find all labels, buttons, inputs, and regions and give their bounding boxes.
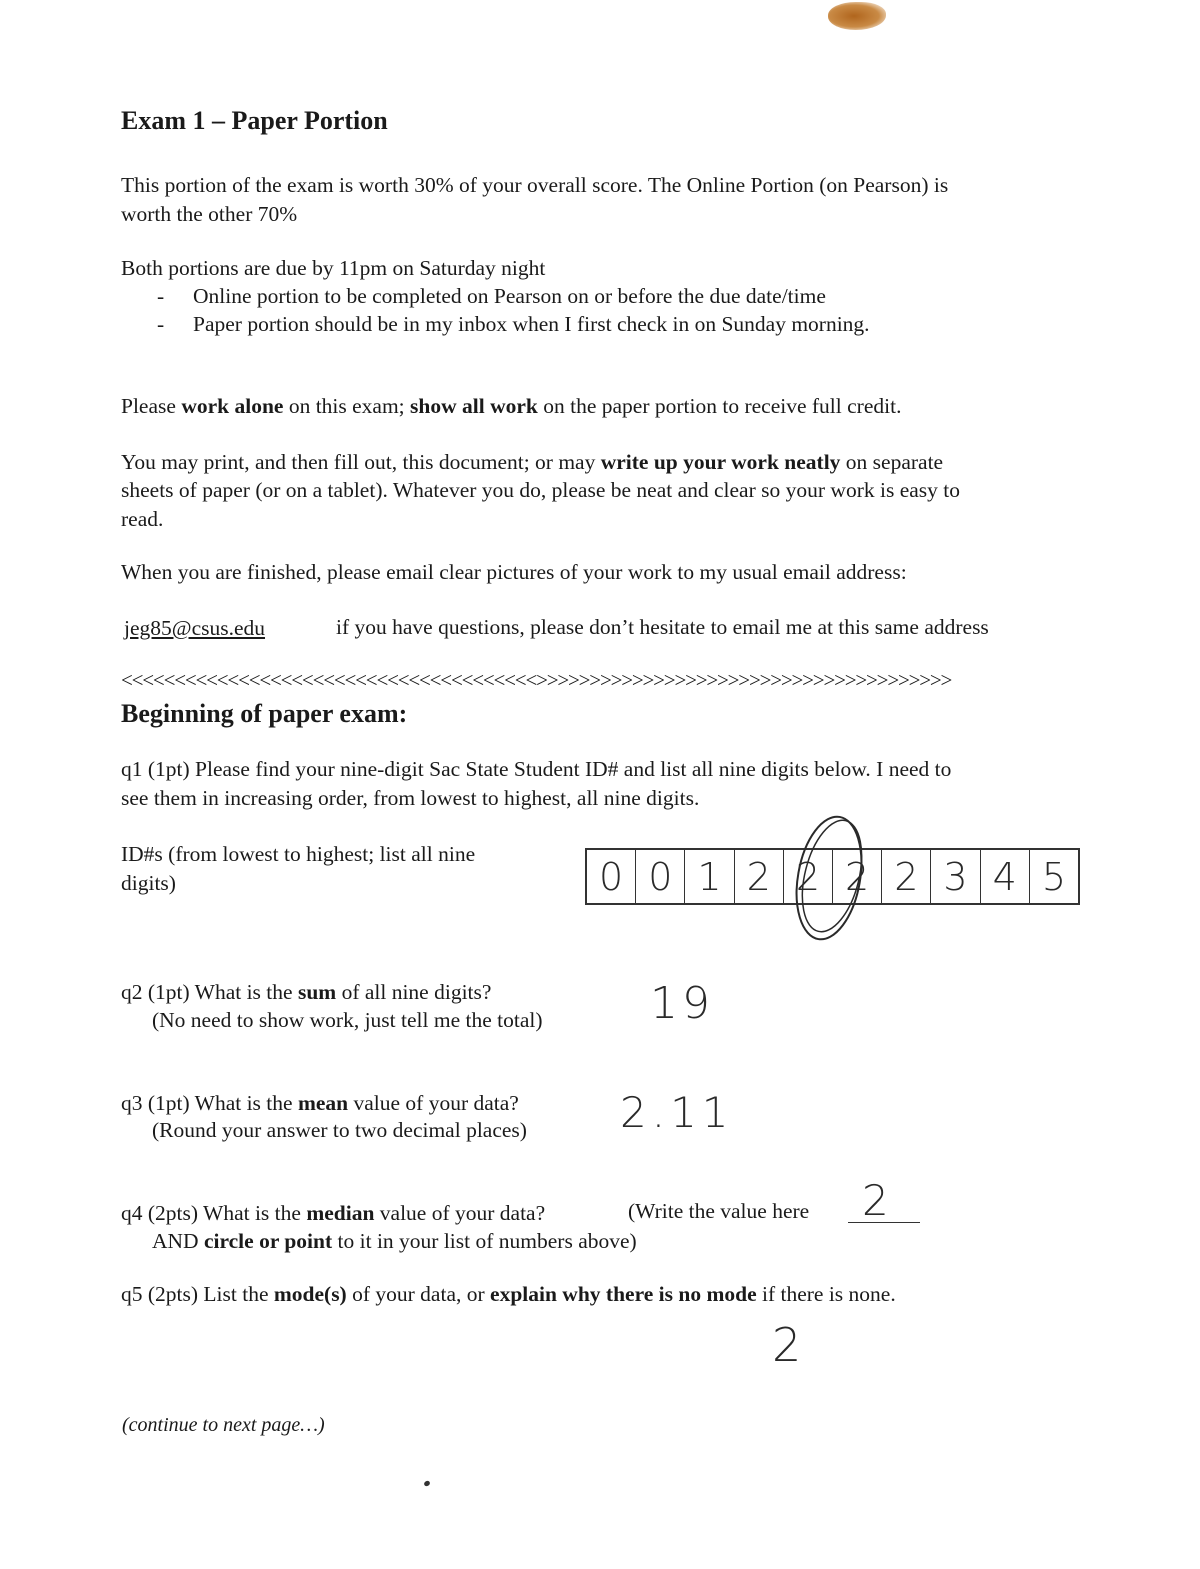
digit-cell[interactable]: 2 xyxy=(833,850,882,903)
digit-cell[interactable]: 3 xyxy=(931,850,980,903)
text-fragment: q3 (1pt) What is the xyxy=(121,1091,298,1115)
q3-handwritten-answer[interactable]: 2.11 xyxy=(620,1088,734,1137)
q4-prompt-line-2 xyxy=(152,1227,637,1255)
work-alone-bold: work alone xyxy=(181,394,284,418)
show-all-work-bold: show all work xyxy=(410,394,538,418)
divider: <<<<<<<<<<<<<<<<<<<<<<<<<<<<<<<<<<<<<<<>>>>>>>>>>>>>>>>>>>>>>>>>>>>>>>>>>>>>>> xyxy=(121,668,952,692)
mode-bold: mode(s) xyxy=(273,1282,347,1306)
bullet-dash: - xyxy=(157,312,165,336)
text-fragment: to it in your list of numbers above) xyxy=(332,1229,637,1253)
print-instruction-line-3: read. xyxy=(121,507,164,531)
intro-line-2: worth the other 70% xyxy=(121,202,298,226)
text-fragment: on the paper portion to receive full credit. xyxy=(537,394,902,418)
q2-prompt-line-1 xyxy=(121,978,491,1006)
bullet-paper-text: Paper portion should be in my inbox when I first check in on Sunday morning. xyxy=(193,312,870,336)
page-title: Exam 1 – Paper Portion xyxy=(121,106,388,135)
text-fragment: of your data, or xyxy=(346,1282,491,1306)
pen-mark xyxy=(423,1480,431,1487)
text-fragment: if there is none. xyxy=(756,1282,896,1306)
text-fragment: on this exam; xyxy=(283,394,411,418)
q1-prompt-line-2: see them in increasing order, from lowest to highest, all nine digits. xyxy=(121,786,700,810)
q5-prompt xyxy=(121,1280,896,1308)
q3-prompt-line-1 xyxy=(121,1089,519,1117)
digit-cell[interactable]: 4 xyxy=(981,850,1030,903)
print-instruction-line-2: sheets of paper (or on a tablet). Whatever you do, please be neat and clear so your work is easy to xyxy=(121,478,960,502)
digit-cell[interactable]: 5 xyxy=(1041,854,1067,899)
id-digits-grid[interactable] xyxy=(585,848,1080,905)
q2-handwritten-answer[interactable]: 19 xyxy=(650,978,714,1029)
coffee-stain xyxy=(828,2,886,30)
q3-prompt-line-2: (Round your answer to two decimal places) xyxy=(152,1118,527,1142)
print-instruction-line-1 xyxy=(121,448,943,476)
intro-line-1: This portion of the exam is worth 30% of your overall score. The Online Portion (on Pearson) is xyxy=(121,173,949,197)
q4-handwritten-answer[interactable]: 2 xyxy=(862,1176,889,1225)
q4-prompt-line-1 xyxy=(121,1199,545,1227)
due-line: Both portions are due by 11pm on Saturday night xyxy=(121,256,546,280)
text-fragment: Please xyxy=(121,394,182,418)
q2-prompt-line-2: (No need to show work, just tell me the total) xyxy=(152,1008,543,1032)
bullet-online xyxy=(157,282,826,310)
text-fragment: q5 (2pts) List the xyxy=(121,1282,274,1306)
write-neatly-bold: write up your work neatly xyxy=(600,450,841,474)
text-fragment: of all nine digits? xyxy=(336,980,492,1004)
text-fragment: value of your data? xyxy=(348,1091,519,1115)
q1-label-line-1: ID#s (from lowest to highest; list all nine xyxy=(121,842,476,866)
text-fragment: on separate xyxy=(840,450,944,474)
text-fragment: q4 (2pts) What is the xyxy=(121,1201,307,1225)
q5-handwritten-answer[interactable]: 2 xyxy=(772,1318,802,1372)
text-fragment: AND xyxy=(152,1229,204,1253)
mean-bold: mean xyxy=(297,1091,349,1115)
bullet-paper xyxy=(157,310,870,338)
digit-cell[interactable]: 2 xyxy=(735,850,784,903)
q4-write-here: (Write the value here xyxy=(628,1199,810,1223)
section-heading: Beginning of paper exam: xyxy=(121,699,408,728)
bullet-dash: - xyxy=(157,284,165,308)
digit-cell[interactable]: 2 xyxy=(882,850,931,903)
q1-label-line-2: digits) xyxy=(121,871,176,895)
median-bold: median xyxy=(306,1201,375,1225)
text-fragment: q2 (1pt) What is the xyxy=(121,980,298,1004)
questions-note: if you have questions, please don’t hesitate to email me at this same address xyxy=(336,615,989,639)
work-alone-instruction xyxy=(121,392,901,420)
circle-or-point-bold: circle or point xyxy=(203,1229,333,1253)
email-link[interactable]: jeg85@csus.edu xyxy=(124,616,266,640)
no-mode-bold: explain why there is no mode xyxy=(490,1282,757,1306)
digit-cell[interactable]: 0 xyxy=(636,850,685,903)
continue-note: (continue to next page…) xyxy=(122,1414,325,1436)
text-fragment: You may print, and then fill out, this document; or may xyxy=(121,450,601,474)
digit-cell[interactable]: 1 xyxy=(685,850,734,903)
sum-bold: sum xyxy=(297,980,337,1004)
q1-prompt-line-1: q1 (1pt) Please find your nine-digit Sac State Student ID# and list all nine digits below. I need to xyxy=(121,757,952,781)
digit-cell[interactable]: 0 xyxy=(587,850,636,903)
text-fragment: value of your data? xyxy=(374,1201,546,1225)
digit-cell[interactable]: 2 xyxy=(784,850,833,903)
finished-instruction: When you are finished, please email clear pictures of your work to my usual email address: xyxy=(121,560,907,584)
bullet-online-text: Online portion to be completed on Pearson on or before the due date/time xyxy=(193,284,826,308)
